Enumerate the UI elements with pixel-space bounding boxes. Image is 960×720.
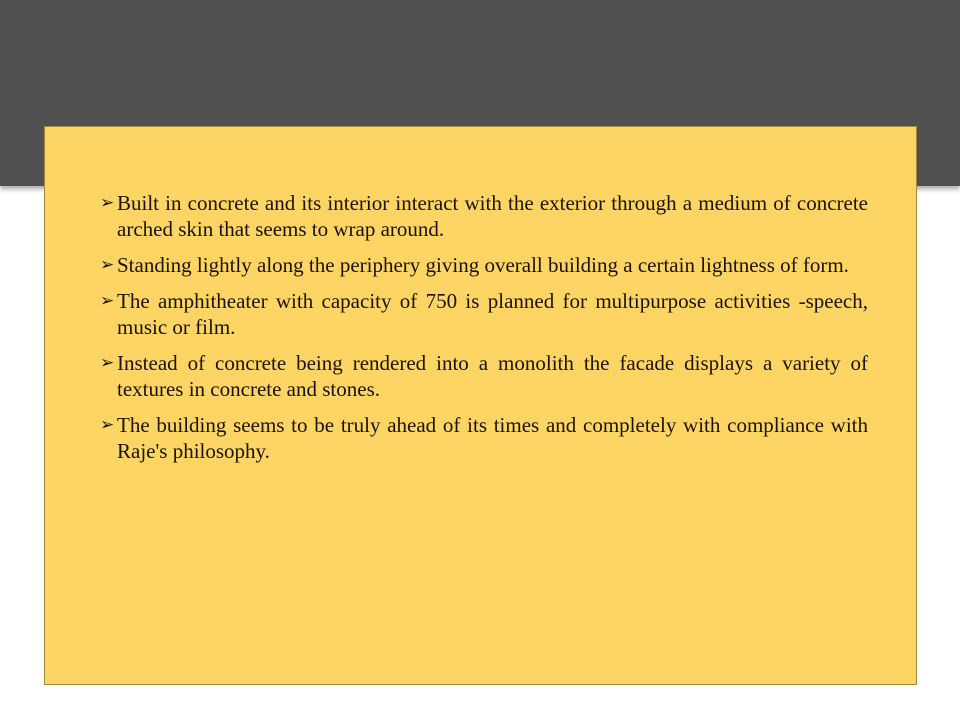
bullet-text: The amphitheater with capacity of 750 is planned for multipurpose activities -speech, music or film.	[117, 289, 868, 339]
bullet-item	[100, 252, 868, 278]
arrowhead-bullet-icon: ➢	[100, 193, 115, 212]
bullet-text: Built in concrete and its interior interact with the exterior through a medium of concrete arched skin that seems to wrap around.	[117, 191, 868, 241]
bullet-item	[100, 288, 868, 340]
arrowhead-bullet-icon: ➢	[100, 415, 115, 434]
bullet-list	[100, 190, 868, 474]
bullet-item	[100, 350, 868, 402]
bullet-text: Standing lightly along the periphery giving overall building a certain lightness of form.	[117, 253, 849, 277]
bullet-text: The building seems to be truly ahead of its times and completely with compliance with Raje's philosophy.	[117, 413, 868, 463]
arrowhead-bullet-icon: ➢	[100, 291, 115, 310]
arrowhead-bullet-icon: ➢	[100, 353, 115, 372]
arrowhead-bullet-icon: ➢	[100, 255, 115, 274]
bullet-item	[100, 412, 868, 464]
bullet-text: Instead of concrete being rendered into a monolith the facade displays a variety of textures in concrete and stones.	[117, 351, 868, 401]
bullet-item	[100, 190, 868, 242]
